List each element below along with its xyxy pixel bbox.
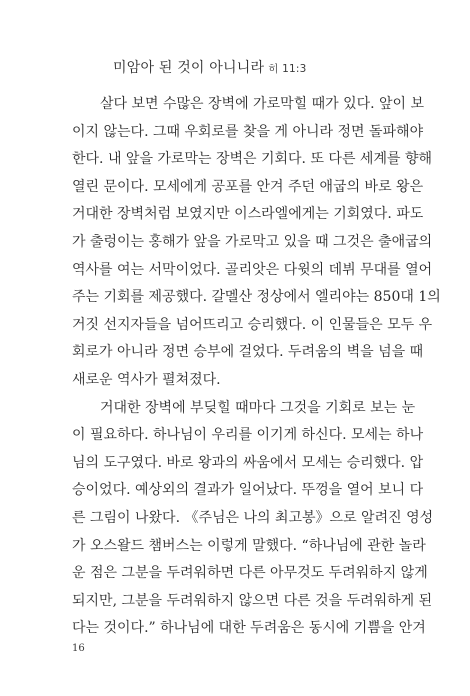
text-line: 회로가 아니라 정면 승부에 걸었다. 두려움의 벽을 넘을 때 [72,344,424,361]
page-number: 16 [72,643,85,654]
text-line: 살다 보면 수많은 장벽에 가로막힐 때가 있다. 앞이 보 [100,96,425,112]
text-line: 한다. 내 앞을 가로막는 장벽은 기회다. 또 다른 세계를 향해 [72,151,433,168]
text-line: 새로운 역사가 펼쳐졌다. [72,371,221,388]
scripture-reference: 히 11:3 [268,63,307,75]
body-text [72,91,441,643]
text-line: 다는 것이다.” 하나님에 대한 두려움은 동시에 기쁨을 안겨 [72,620,426,637]
text-line: 님의 도구였다. 바로 왕과의 싸움에서 모세는 승리했다. 압 [72,454,424,471]
heading-title: 미암아 된 것이 아니니라 [113,60,265,76]
text-line: 이 필요하다. 하나님이 우리를 이기게 하신다. 모세는 하나 [72,427,424,444]
text-line: 역사를 여는 서막이었다. 골리앗은 다윗의 데뷔 무대를 열어 [72,261,433,278]
text-line: 거짓 선지자들을 넘어뜨리고 승리했다. 이 인물들은 모두 우 [72,316,433,333]
text-line: 거대한 장벽처럼 보였지만 이스라엘에게는 기회였다. 파도 [72,206,424,223]
text-line: 열린 문이다. 모세에게 공포를 안겨 주던 애굽의 바로 왕은 [72,178,424,195]
text-line: 되지만, 그분을 두려워하지 않으면 다른 것을 두려워하게 된 [72,592,433,609]
text-line: 거대한 장벽에 부딪힐 때마다 그것을 기회로 보는 눈 [100,399,416,416]
text-line: 가 오스왈드 챔버스는 이렇게 말했다. “하나님에 관한 놀라 [72,537,426,554]
text-line: 운 점은 그분을 두려워하면 다른 아무것도 두려워하지 않게 [72,565,428,582]
text-line: 른 그림이 나왔다. 《주님은 나의 최고봉》으로 알려진 영성 [72,509,434,526]
section-heading [113,57,306,77]
text-line: 이지 않는다. 그때 우회로를 찾을 게 아니라 정면 돌파해야 [72,123,424,140]
text-line: 가 출렁이는 홍해가 앞을 가로막고 있을 때 그것은 출애굽의 [72,233,433,250]
text-line: 승이었다. 예상외의 결과가 일어났다. 뚜껑을 열어 보니 다 [72,482,424,499]
text-line: 주는 기회를 제공했다. 갈멜산 정상에서 엘리야는 850대 1의 [72,289,441,306]
